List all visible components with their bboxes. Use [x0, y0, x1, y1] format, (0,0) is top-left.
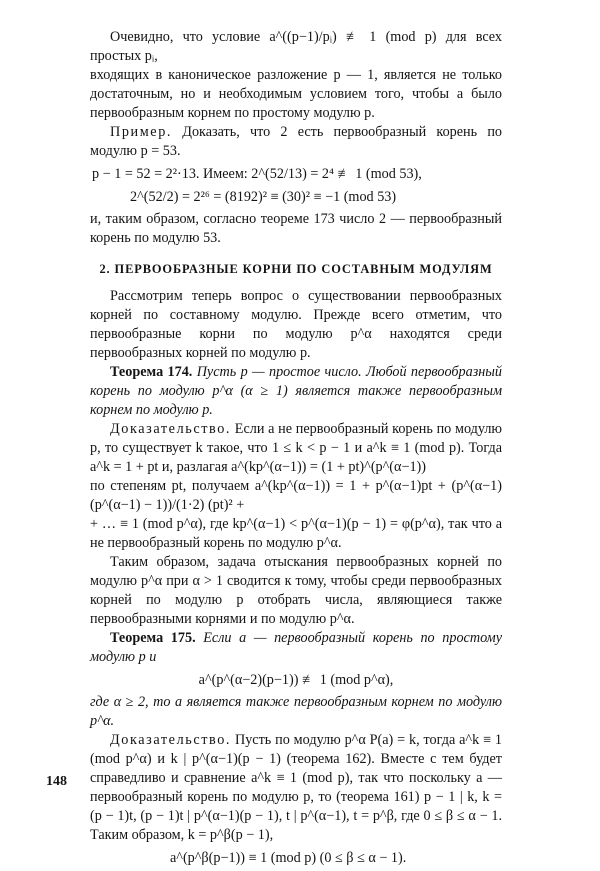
example-text: Доказать, что 2 есть первообразный корень по модулю p = 53.	[90, 124, 503, 159]
page-number: 148	[46, 774, 67, 789]
section-intro: Рассмотрим теперь вопрос о существовании первообразных корней по составному модулю. Прежде всего отметим, что первообразные корни по модулю p^α находятся среди первообразных корней по модулю p.	[90, 288, 502, 361]
example-formula-1: p − 1 = 52 = 2²·13. Имеем: 2^(52/13) = 2⁴ ≢ 1 (mod 53),	[92, 166, 422, 182]
intro-line-2: входящих в каноническое разложение p — 1, является не только достаточным, но и необходимым условием того, чтобы a было первообразным корнем по простому модулю p.	[90, 67, 502, 121]
example-label: Пример.	[110, 124, 173, 140]
proof-175-part-1: Пусть по модулю p^α P(a) = k, тогда a^k ≡ 1 (mod p^α) и k | p^(α−1)(p − 1) (теорема 162). Вместе с тем будет справедливо и сравнение a^k ≡ 1 (mod p), так что поскольку a — первообразный корень по модулю p, то (теорема 161) p − 1 | k, k = (p − 1)t, (p − 1)t | p^(α−1)(p − 1), t | p^(α−1), t = p^β, где 0 ≤ β ≤ α − 1. Таким образом, k = p^β(p − 1),	[90, 732, 502, 843]
example-formula-2: 2^(52/2) = 2²⁶ = (8192)² ≡ (30)² ≡ −1 (mod 53)	[130, 189, 397, 205]
reduction-paragraph: Таким образом, задача отыскания первообразных корней по модулю p^α при α > 1 сводится к тому, чтобы среди первообразных корней по модулю p отобрать числа, являющиеся также первообразными корнями и по модулю p^α.	[90, 554, 502, 627]
example-conclusion: и, таким образом, согласно теореме 173 число 2 — первообразный корень по модулю 53.	[90, 211, 502, 246]
page-body	[90, 28, 502, 871]
proof-174-part-3: + … ≡ 1 (mod p^α), где kp^(α−1) < p^(α−1)(p − 1) = φ(p^α), так что a не первообразный корень по модулю p^α.	[90, 516, 502, 551]
proof-175-formula: a^(p^β(p−1)) ≡ 1 (mod p) (0 ≤ β ≤ α − 1).	[170, 850, 407, 866]
proof-174	[90, 420, 502, 477]
proof-175	[90, 731, 502, 845]
section-title: 2. ПЕРВООБРАЗНЫЕ КОРНИ ПО СОСТАВНЫМ МОДУЛЯМ	[99, 262, 493, 276]
theorem-175-statement: Если a — первообразный корень по простому модулю p и	[90, 630, 502, 665]
example-paragraph	[90, 123, 502, 161]
theorem-175	[90, 629, 502, 667]
proof-174-label: Доказательство.	[110, 421, 232, 437]
theorem-174	[90, 363, 502, 420]
theorem-174-label: Теорема 174.	[110, 364, 193, 380]
intro-line-1: Очевидно, что условие a^((p−1)/pᵢ) ≢ 1 (mod p) для всех простых pᵢ,	[90, 29, 502, 64]
theorem-174-statement: Пусть p — простое число. Любой первообразный корень по модулю p^α (α ≥ 1) является также первообразным корнем по модулю p.	[90, 364, 502, 418]
proof-174-part-1: Если a не первообразный корень по модулю p, то существует k такое, что 1 ≤ k < p − 1 и a^k ≡ 1 (mod p). Тогда a^k = 1 + pt и, разлагая a^(kp^(α−1)) = (1 + pt)^(p^(α−1))	[90, 421, 503, 475]
theorem-175-label: Теорема 175.	[110, 630, 196, 646]
theorem-175-formula: a^(p^(α−2)(p−1)) ≢ 1 (mod p^α),	[198, 672, 394, 688]
proof-174-part-2: по степеням pt, получаем a^(kp^(α−1)) = 1 + p^(α−1)pt + (p^(α−1)(p^(α−1) − 1))/(1·2) (pt)² +	[90, 478, 502, 513]
proof-175-label: Доказательство.	[110, 732, 232, 748]
theorem-175-tail: где α ≥ 2, то a является также первообразным корнем по модулю p^α.	[90, 694, 502, 729]
